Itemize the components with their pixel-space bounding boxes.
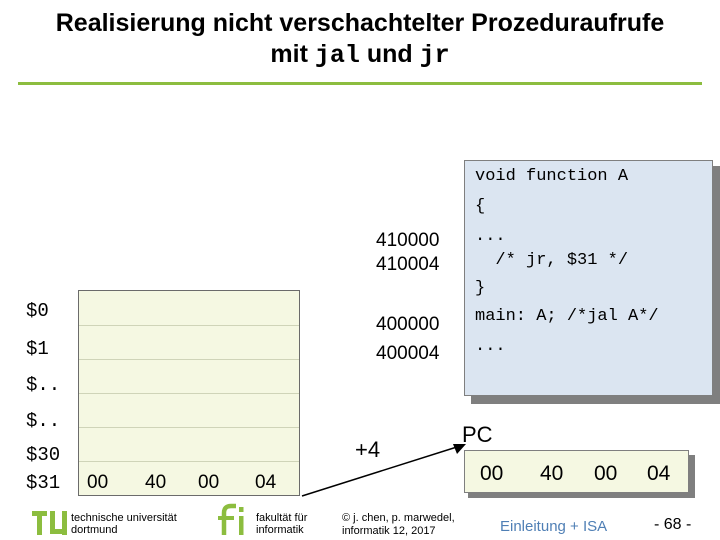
register-row-divider — [79, 461, 299, 462]
title-line-2 — [0, 39, 720, 71]
register-label: $.. — [26, 410, 61, 432]
title-keyword-jr: jr — [419, 41, 450, 70]
title-line-1: Realisierung nicht verschachtelter Prozeduraufrufe — [55, 9, 665, 37]
code-line: main: A; /*jal A*/ — [475, 307, 659, 326]
register-row-divider — [79, 393, 299, 394]
code-line: /* jr, $31 */ — [475, 251, 629, 270]
code-line: } — [475, 279, 486, 298]
address-label: 410000 — [376, 230, 440, 251]
register-row-divider — [79, 427, 299, 428]
copyright-line: © j. chen, p. marwedel, — [342, 512, 455, 524]
pc-byte: 00 — [594, 462, 618, 485]
faculty-name — [256, 512, 307, 536]
pc-label: PC — [462, 422, 493, 447]
page-number: - 68 - — [654, 516, 692, 533]
increment-arrow — [300, 440, 470, 502]
title-divider — [18, 82, 702, 85]
copyright-line: informatik 12, 2017 — [342, 525, 436, 537]
pc-byte: 00 — [480, 462, 504, 485]
register-row-divider — [79, 325, 299, 326]
pc-byte: 04 — [647, 462, 671, 485]
register-label: $1 — [26, 338, 49, 360]
pc-byte: 40 — [540, 462, 564, 485]
code-line: ... — [475, 337, 506, 356]
address-label: 400004 — [376, 343, 440, 364]
slide-title — [0, 8, 720, 71]
university-name — [71, 512, 177, 536]
register-31-byte: 04 — [255, 472, 277, 493]
register-31-byte: 00 — [198, 472, 220, 493]
faculty-line: fakultät für — [256, 512, 308, 524]
register-label: $0 — [26, 300, 49, 322]
code-line: void function A — [475, 167, 629, 186]
section-title: Einleitung + ISA — [500, 518, 608, 535]
fi-logo-icon — [218, 503, 248, 537]
code-line: ... — [475, 227, 506, 246]
register-label: $.. — [26, 374, 61, 396]
address-label: 410004 — [376, 254, 440, 275]
arrow-line — [302, 446, 460, 496]
university-line: dortmund — [71, 524, 118, 536]
register-row-divider — [79, 359, 299, 360]
register-31-byte: 00 — [87, 472, 109, 493]
faculty-line: informatik — [256, 524, 304, 536]
copyright-notice — [342, 512, 455, 538]
address-label: 400000 — [376, 314, 440, 335]
code-line: { — [475, 197, 486, 216]
title-mid: und — [366, 40, 413, 68]
title-keyword-jal: jal — [314, 41, 360, 70]
register-label: $31 — [26, 472, 61, 494]
register-31-byte: 40 — [145, 472, 167, 493]
increment-label: +4 — [355, 437, 381, 462]
register-file — [78, 290, 300, 496]
title-prefix: mit — [270, 40, 308, 68]
register-label: $30 — [26, 444, 61, 466]
code-box — [464, 160, 713, 396]
tu-logo-icon — [32, 505, 68, 537]
university-line: technische universität — [71, 512, 177, 524]
